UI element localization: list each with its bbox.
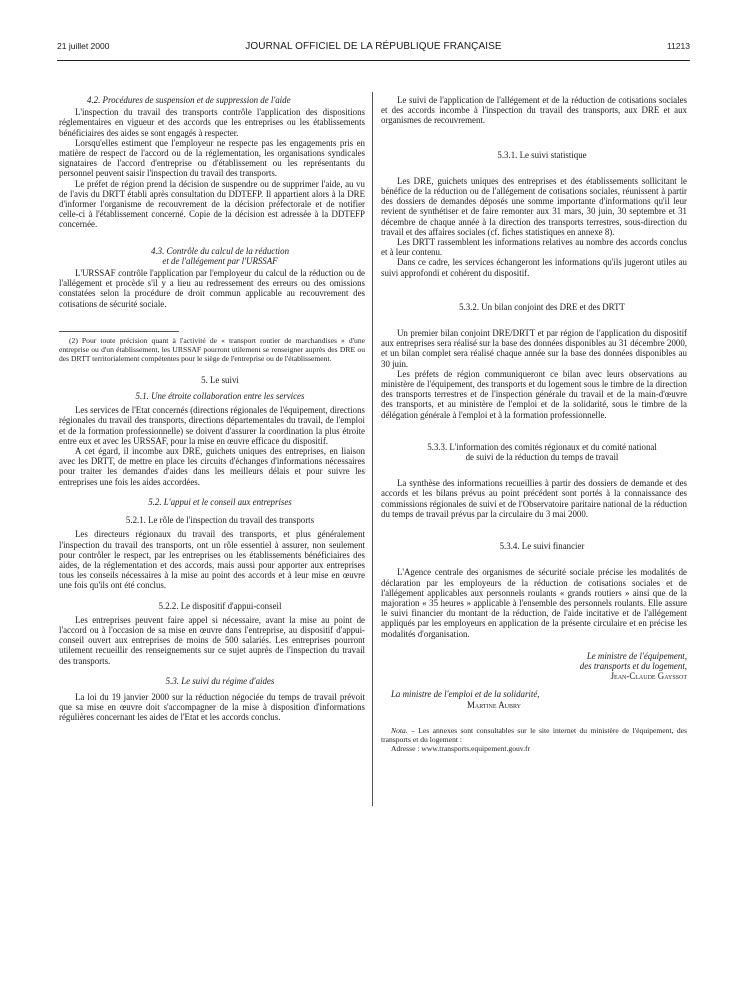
section-4-2-paragraph: L'inspection du travail des transports contrôle l'application des dispositions réglementaires en vigueur et des accords que les entreprises ou les établissements bénéficiaires des aides se sont engagés à respecter. [59,107,365,138]
section-5-1-paragraph: A cet égard, il incombe aux DRE, guichets uniques des entreprises, en liaison avec les DRTT, de mettre en place les circuits d'échanges d'informations nécessaires pour traiter les demandes d'aides dans les meilleurs délais et pour suivre les entreprises une fois les aides accordées. [59,446,365,487]
section-5-title: 5. Le suivi [201,374,239,385]
left-column [59,95,365,723]
nota-address: Adresse : www.transports.equipement.gouv.fr [391,743,531,753]
page-header [57,41,690,55]
signature-block [381,651,687,710]
section-5-1-title: 5.1. Une étroite collaboration entre les services [135,391,305,402]
nota [381,726,687,753]
section-5-3-2-paragraph: Les préfets de région communiqueront ce bilan avec leurs observations au ministère de l'équipement, des transports et du logement sous le timbre de la direction des transports terrestres et de l'inspection générale du travail et de la main-d'œuvre des transports, et au ministère de l'emploi et de la solidarité, sous le timbre de la délégation générale à l'emploi et à la formation professionnelle. [381,368,687,420]
section-5-2-1-title: 5.2.1. Le rôle de l'inspection du travail des transports [125,515,315,526]
section-4-3-paragraph: L'URSSAF contrôle l'application par l'employeur du calcul de la réduction ou de l'allégement et procède s'il y a lieu au redressement des erreurs ou des omissions constatées selon la procédure de droit commun applicable au recouvrement des cotisations de sécurité sociale. [59,268,365,309]
page-number: 11213 [666,41,690,51]
signature-name: Jean-Claude Gayssot [610,671,687,682]
section-5-2-1-paragraph: Les directeurs régionaux du travail des transports, et plus généralement l'inspection du travail des transports, ont un rôle essentiel à assurer, non seulement pour contrôler le respect, par les entreprises ou les établissements bénéficiaires des aides, de la réglementation et des accords, mais aussi pour apporter aux entreprises tous les conseils nécessaires à la mise au point des accords et à leur mise en œuvre une fois qu'ils ont été conclus. [59,529,365,591]
section-4-2-paragraph: Lorsqu'elles estiment que l'employeur ne respecte pas les engagements pris en matière de respect de l'accord ou de la réglementation, les organisations syndicales signataires de l'accord d'entreprise ou d'établissement ou les représentants du personnel peuvent saisir l'inspection du travail des transports. [59,137,365,179]
issue-date: 21 juillet 2000 [57,41,110,51]
signature-title: La ministre de l'emploi et de la solidarité, [391,689,540,700]
signature-title: Le ministre de l'équipement, [586,650,687,661]
section-4-3-title: et de l'allégement par l'URSSAF [162,255,278,266]
nota-text [381,726,687,744]
section-5-2-title: 5.2. L'appui et le conseil aux entreprises [148,496,292,507]
footnote [59,331,365,363]
section-4-2-paragraph: Le préfet de région prend la décision de suspendre ou de supprimer l'aide, au vu de l'avis du DRTT établi après consultation du DDTEFP. Il appartient alors à la DRE d'informer l'organisme de recouvrement de la décision préfectorale et de notifier celle-ci à l'établissement concerné. Copie de la décision est adressée à la DDTEFP concernée. [59,178,365,230]
section-5-3-1-paragraph: Les DRTT rassemblent les informations relatives au nombre des accords conclus et à leur contenu. [381,237,687,258]
nota-body: – Les annexes sont consultables sur le site internet du ministère de l'équipement, des transports et du logement : [381,725,687,744]
section-5-3-1-title: 5.3.1. Le suivi statistique [497,149,587,160]
section-5-1-paragraph: Les services de l'Etat concernés (directions régionales de l'équipement, directions régionales du travail des transports, directions départementales du travail, de l'emploi et de la formation professionnelle) se doivent d'assurer la coordination la plus étroite entre eux et avec les URSSAF, pour la mise en œuvre efficace du dispositif. [59,405,365,446]
section-5-3-3-title: de suivi de la réduction du temps de travail [465,452,619,463]
intro-paragraph: Le suivi de l'application de l'allégement et de la réduction de cotisations sociales et des accords incombe à l'inspection du travail des transports, aux DRE et aux organismes de recouvrement. [381,95,687,126]
footnote-text: (2) Pour toute précision quant à l'activité de « transport routier de marchandises » d'une entreprise ou d'un établissement, les URSSAF pourront utilement se renseigner auprès des DRE ou des DRTT territorialement compétentes pour le siège de l'entreprise ou de l'établissement. [59,335,365,363]
section-5-3-2-title: 5.3.2. Un bilan conjoint des DRE et des DRTT [459,301,625,312]
header-rule [57,60,690,61]
section-5-3-1-paragraph: Les DRE, guichets uniques des entreprises et des établissements sollicitant le bénéfice de la réduction ou de l'allégement de cotisations sociales, réunissent à partir des dossiers de demandes déposés une somme importante d'informations qu'il leur revient de synthétiser et de faire remonter aux 31 mars, 30 juin, 30 septembre et 31 décembre de chaque année à la direction des transports terrestres, sous-direction du travail et des affaires sociales (cf. fiches statistiques en annexe 8). [381,175,687,237]
section-5-3-3-title: 5.3.3. L'information des comités régionaux et du comité national [427,441,657,452]
section-5-3-3-paragraph: La synthèse des informations recueillies à partir des dossiers de demande et des accords et les bilans prévus au point précédent sont portés à la connaissance des commissions régionales de suivi et de l'Observatoire paritaire national de la réduction du temps de travail prévus par la circulaire du 3 mai 2000. [381,478,687,519]
section-5-3-4-paragraph: L'Agence centrale des organismes de sécurité sociale précise les modalités de déclaration par les employeurs de la réduction de cotisations sociales et de l'allégement applicables aux personnels roulants « grands routiers » ainsi que de la majoration « 35 heures » applicable à l'ensemble des personnels roulants. Elle assure le suivi financier du montant de la réduction, de l'aide incitative et de l'allégement appliqués par les employeurs en application de la présente circulaire et en précise les modalités d'organisation. [381,567,687,639]
column-divider [372,92,373,806]
section-5-3-4-title: 5.3.4. Le suivi financier [499,541,585,552]
section-4-3-title: 4.3. Contrôle du calcul de la réduction [150,245,290,256]
signature-title: des transports et du logement, [579,660,687,671]
right-column [381,95,687,753]
section-5-3-1-paragraph: Dans ce cadre, les services échangeront les informations qu'ils jugeront utiles au suivi approfondi et cohérent du dispositif. [381,257,687,278]
section-5-2-2-title: 5.2.2. Le dispositif d'appui-conseil [158,600,282,611]
nota-label: Nota. [391,725,408,735]
section-5-2-2-paragraph: Les entreprises peuvent faire appel si nécessaire, avant la mise au point de l'accord ou à l'occasion de sa mise en œuvre dans l'entreprise, au dispositif d'appui-conseil ouvert aux entreprises de moins de 500 salariés. Les entreprises pourront utilement recueillir des renseignements sur ce sujet auprès de l'inspection du travail des transports. [59,614,365,666]
section-4-2-title: 4.2. Procédures de suspension et de suppression de l'aide [87,95,291,105]
section-5-3-2-paragraph: Un premier bilan conjoint DRE/DRTT et par région de l'application du dispositif aux entreprises sera réalisé sur la base des données disponibles au 31 décembre 2000, et un bilan complet sera réalisé chaque année sur la base des données disponibles au 30 juin. [381,328,687,369]
signature-name: Martine Aubry [467,699,522,710]
footnote-rule [59,331,179,332]
journal-title: JOURNAL OFFICIEL DE LA RÉPUBLIQUE FRANÇAISE [245,41,502,52]
section-5-3-paragraph: La loi du 19 janvier 2000 sur la réduction négociée du temps de travail prévoit que sa mise en œuvre doit s'accompagner de la mise à disposition d'informations régulières concernant les aides de l'Etat et les accords conclus. [59,691,365,723]
section-5-3-title: 5.3. Le suivi du régime d'aides [165,675,275,686]
